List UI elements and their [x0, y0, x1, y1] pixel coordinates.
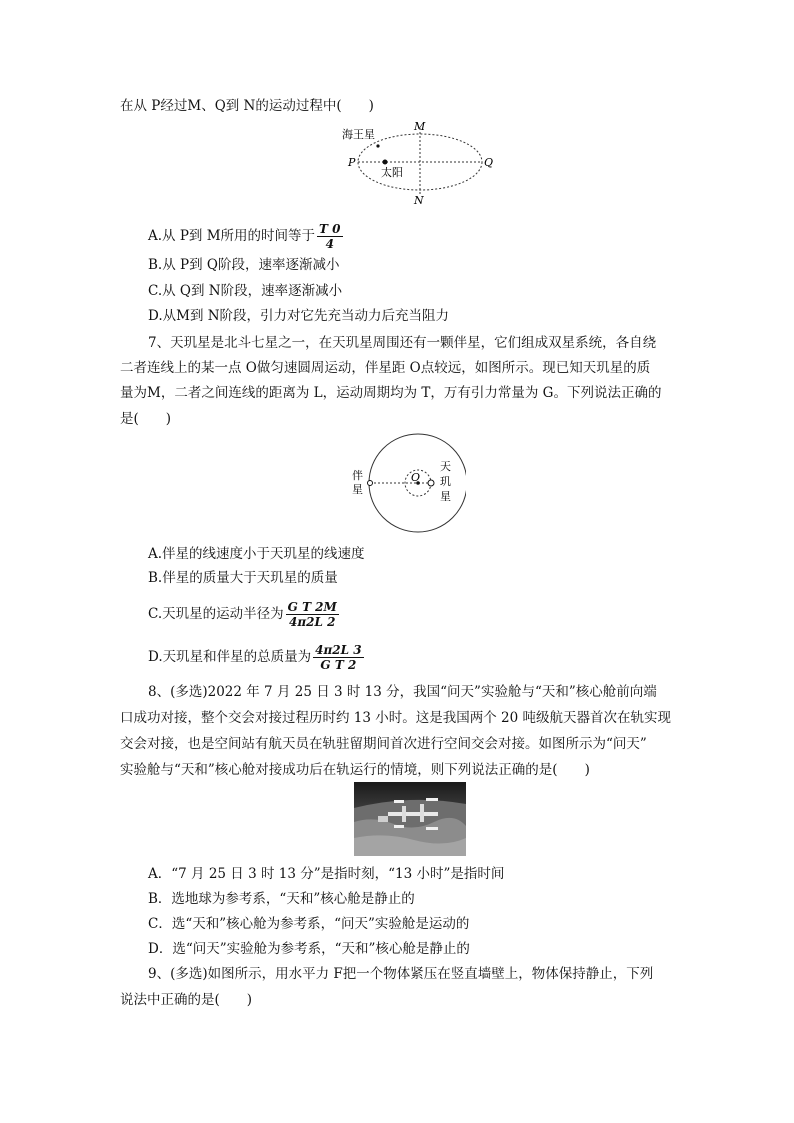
q7-option-a[interactable]: A.伴星的线速度小于天玑星的线速度: [148, 546, 365, 562]
q7-option-c-denominator: 4π2L 2: [289, 615, 336, 629]
q7-option-d-numerator: 4π2L 3: [315, 643, 362, 657]
sun-dot: [383, 160, 388, 165]
sun-label: 太阳: [381, 166, 403, 179]
q7-option-b[interactable]: B.伴星的质量大于天玑星的质量: [148, 570, 338, 586]
q8-option-d[interactable]: D．选“问天”实验舱为参考系，“天和”核心舱是静止的: [148, 941, 470, 957]
point-n-label: N: [414, 194, 424, 207]
space-station-photo: [354, 782, 466, 856]
q8-option-c[interactable]: C．选“天和”核心舱为参考系，“问天”实验舱是运动的: [148, 916, 470, 932]
binary-star-figure: [346, 430, 466, 534]
q8-option-b[interactable]: B．选地球为参考系，“天和”核心舱是静止的: [148, 891, 415, 907]
q9-line-1: 9、(多选)如图所示，用水平力 F把一个物体紧压在竖直墙壁上，物体保持静止，下列: [148, 966, 654, 982]
q7-line-3: 量为M，二者之间连线的距离为 L，运动周期均为 T，万有引力常量为 G。下列说法正确的: [120, 385, 662, 401]
q8-option-a[interactable]: A．“7 月 25 日 3 时 13 分”是指时刻，“13 小时”是指时间: [148, 866, 505, 882]
q6-option-c[interactable]: C.从 Q到 N阶段，速率逐渐减小: [148, 283, 343, 299]
q7-line-4: 是( ): [120, 411, 172, 427]
tianji-star: [428, 480, 434, 486]
neptune-orbit-figure: [340, 118, 500, 208]
q7-option-d-fraction: [313, 643, 363, 672]
point-q-label: Q: [484, 156, 494, 169]
q9-line-2: 说法中正确的是( ): [120, 992, 253, 1008]
tianji-label-2: 玑: [440, 475, 451, 488]
q8-line-4: 实验舱与“天和”核心舱对接成功后在轨运行的情境，则下列说法正确的是( ): [120, 762, 590, 778]
q6-option-d[interactable]: D.从M到 N阶段，引力对它先充当动力后充当阻力: [148, 308, 450, 324]
q6-option-a[interactable]: [148, 222, 343, 251]
q7-option-d-text: D.天玑星和伴星的总质量为: [148, 649, 312, 665]
tianji-label-1: 天: [440, 460, 451, 473]
q7-option-c-fraction: [286, 600, 339, 629]
q8-line-2: 口成功对接，整个交会对接过程历时约 13 小时。这是我国两个 20 吨级航天器首次在轨实现: [120, 710, 672, 726]
q7-line-2: 二者连线上的某一点 O做匀速圆周运动，伴星距 O点较远，如图所示。现已知天玑星的质: [120, 360, 651, 376]
q7-option-c-numerator: G T 2M: [287, 600, 337, 614]
q6-option-a-fraction: [317, 222, 342, 251]
q7-option-d-denominator: G T 2: [320, 658, 357, 672]
tianji-label-3: 星: [440, 490, 451, 503]
companion-label-1: 伴: [352, 469, 363, 482]
q8-line-3: 交会对接，也是空间站有航天员在轨驻留期间首次进行空间交会对接。如图所示为“问天”: [120, 736, 647, 752]
q7-option-d[interactable]: [148, 643, 364, 672]
neptune-label: 海王星: [342, 128, 375, 141]
q6-option-a-numerator: T 0: [319, 222, 341, 236]
companion-star: [368, 481, 373, 486]
q7-line-1: 7、天玑星是北斗七星之一，在天玑星周围还有一颗伴星，它们组成双星系统，各自绕: [148, 335, 657, 351]
q7-option-c-text: C.天玑星的运动半径为: [148, 606, 284, 622]
q7-option-c[interactable]: [148, 600, 339, 629]
point-p-label: P: [348, 156, 356, 169]
point-m-label: M: [414, 120, 426, 133]
q6-option-a-text: A.从 P到 M所用的时间等于: [148, 228, 316, 244]
center-o-label: O: [411, 471, 421, 484]
q8-line-1: 8、(多选)2022 年 7 月 25 日 3 时 13 分，我国“问天”实验舱与“天和”核心舱前向端: [148, 684, 657, 700]
neptune-dot: [376, 144, 379, 147]
companion-label-2: 星: [352, 483, 363, 496]
q6-option-a-denominator: 4: [325, 237, 334, 251]
q6-intro: 在从 P经过M、Q到 N的运动过程中( ): [120, 98, 374, 114]
q6-option-b[interactable]: B.从 P到 Q阶段，速率逐渐减小: [148, 257, 340, 273]
